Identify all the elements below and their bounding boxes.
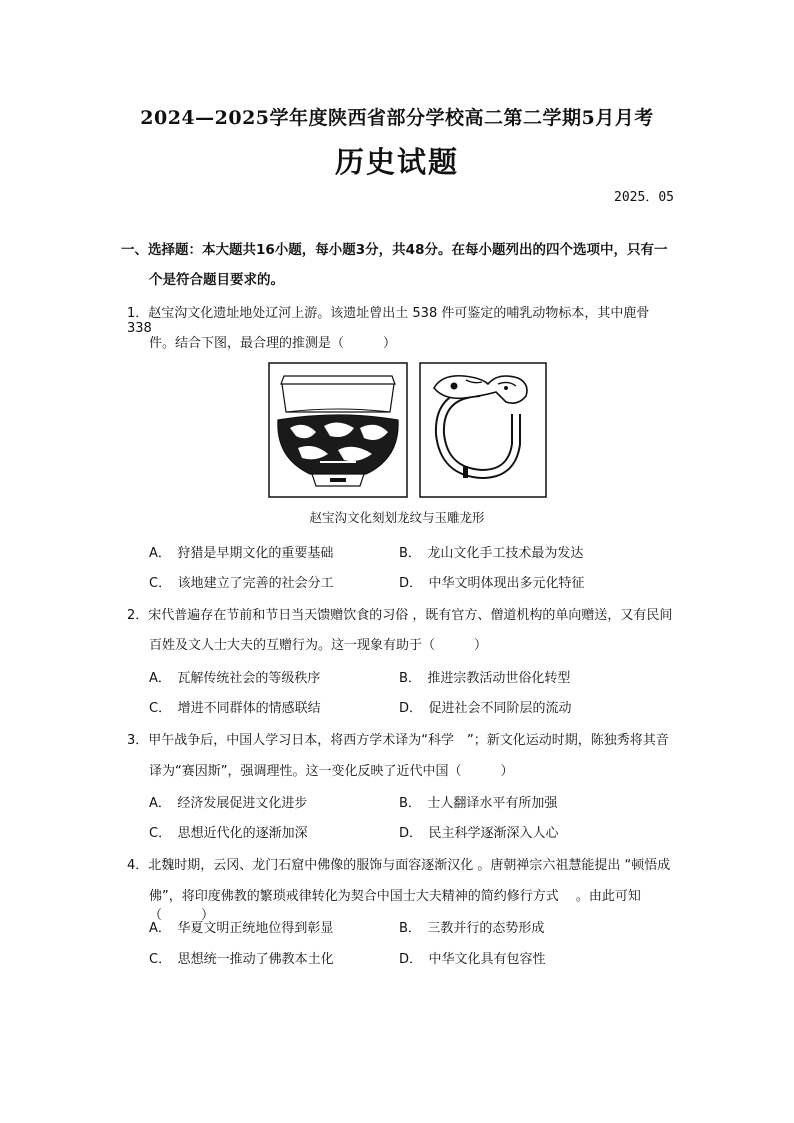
question-2-option-a[interactable]: A． 瓦解传统社会的等级秩序 (149, 671, 321, 686)
question-1-stem-cont: 件。结合下图，最合理的推测是（ ） (149, 336, 397, 351)
question-3-option-a[interactable]: A． 经济发展促进文化进步 (149, 796, 308, 811)
exam-date: 2025．05 (614, 190, 674, 205)
question-2-option-b[interactable]: B． 推进宗教活动世俗化转型 (399, 671, 571, 686)
question-3-stem: 3．甲午战争后，中国人学习日本，将西方学术译为“科学 ”；新文化运动时期，陈独秀将其音 (127, 733, 669, 748)
question-4-option-b[interactable]: B． 三教并行的态势形成 (399, 921, 545, 936)
question-1-stem: 1．赵宝沟文化遗址地处辽河上游。该遗址曾出土 538 件可鉴定的哺乳动物标本，其中鹿骨 338 (127, 306, 650, 336)
question-3-option-b[interactable]: B． 士人翻译水平有所加强 (399, 796, 558, 811)
question-2-option-d[interactable]: D． 促进社会不同阶层的流动 (399, 701, 572, 716)
pottery-bowl-illustration (269, 363, 407, 497)
exam-subject: 历史试题 (334, 145, 459, 179)
jade-dragon-illustration (420, 363, 546, 497)
question-4-option-c[interactable]: C． 思想统一推动了佛教本土化 (149, 952, 334, 967)
question-3-option-d[interactable]: D． 民主科学逐渐深入人心 (399, 826, 559, 841)
question-4-stem: 4．北魏时期，云冈、龙门石窟中佛像的服饰与面容逐渐汉化 。唐朝禅宗六祖慧能提出 “顿悟成 (127, 858, 671, 873)
question-4-option-d[interactable]: D． 中华文化具有包容性 (399, 952, 546, 967)
question-1-option-b[interactable]: B． 龙山文化手工技术最为发达 (399, 546, 584, 561)
question-1-figure (268, 362, 548, 498)
question-3-option-c[interactable]: C． 思想近代化的逐渐加深 (149, 826, 308, 841)
question-3-stem-cont: 译为“赛因斯”，强调理性。这一变化反映了近代中国（ ） (149, 764, 514, 779)
figure-caption: 赵宝沟文化刻划龙纹与玉雕龙形 (309, 510, 485, 525)
question-1-option-a[interactable]: A． 狩猎是早期文化的重要基础 (149, 546, 334, 561)
question-2-option-c[interactable]: C． 增进不同群体的情感联结 (149, 701, 321, 716)
question-2-stem-cont: 百姓及文人士大夫的互赠行为。这一现象有助于（ ） (149, 638, 488, 653)
question-1-option-c[interactable]: C． 该地建立了完善的社会分工 (149, 576, 334, 591)
exam-title: 2024—2025学年度陕西省部分学校高二第二学期5月月考 (140, 107, 654, 129)
section-heading-cont: 个是符合题目要求的。 (149, 272, 284, 288)
question-1-option-d[interactable]: D． 中华文明体现出多元化特征 (399, 576, 585, 591)
question-4-option-a[interactable]: A． 华夏文明正统地位得到彰显 (149, 921, 334, 936)
section-heading: 一、选择题：本大题共16小题，每小题3分，共48分。在每小题列出的四个选项中，只有一 (121, 242, 668, 258)
question-4-stem-cont: 佛”，将印度佛教的繁琐戒律转化为契合中国士大夫精神的简约修行方式 。由此可知（ ） (149, 889, 641, 923)
question-2-stem: 2．宋代普遍存在节前和节日当天馈赠饮食的习俗 ，既有官方、僧道机构的单向赠送，又有民间 (127, 608, 673, 623)
